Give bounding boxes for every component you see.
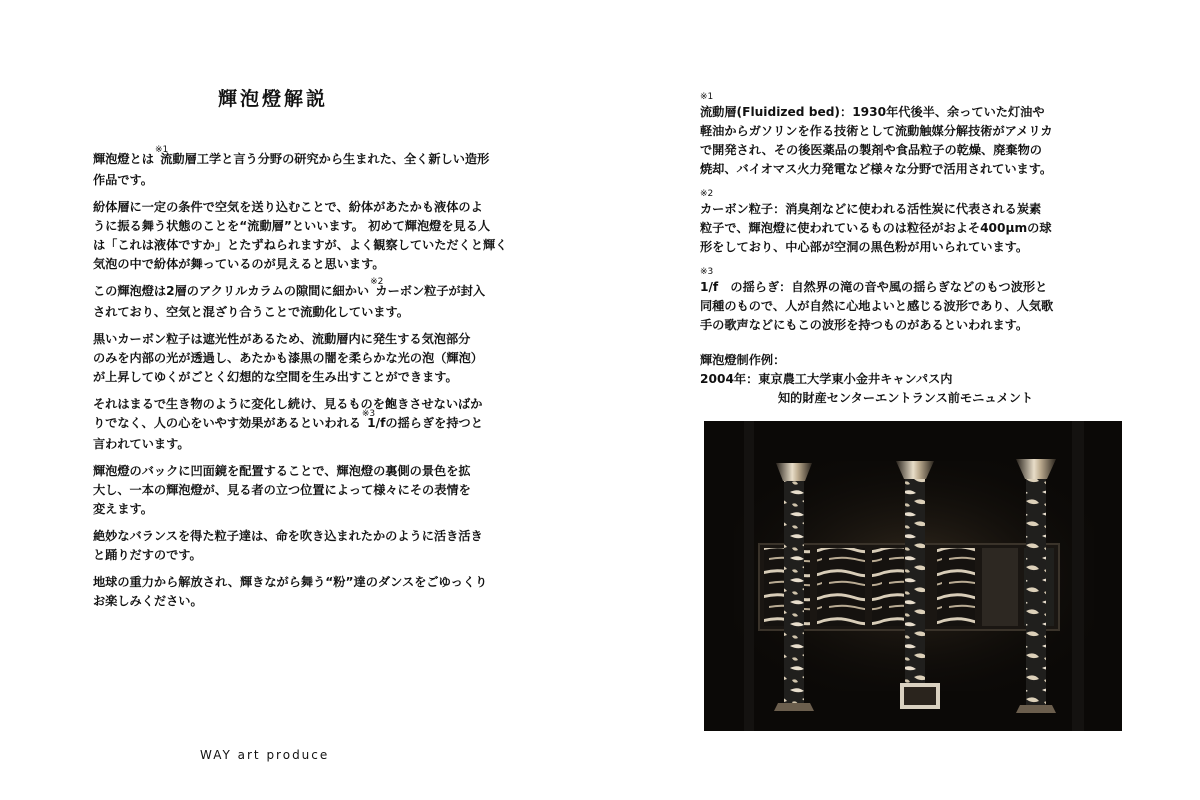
footnote-line: 形をしており、中心部が空洞の黒色粉が用いられています。 [700, 240, 1029, 254]
paragraph-line: と踊りだすのです。 [93, 548, 202, 562]
paragraph-line: のみを内部の光が透過し、あたかも漆黒の闇を柔らかな光の泡（輝泡） [93, 351, 483, 365]
paragraph-line: されており、空気と混ざり合うことで流動化しています。 [93, 305, 409, 319]
paragraph-line: 変えます。 [93, 502, 153, 516]
footnote-line: 流動層(Fluidized bed)：1930年代後半、余っていた灯油や [700, 105, 1045, 119]
paragraph-line: この輝泡燈は2層のアクリルカラムの隙間に細かい$^{※2}$カーボン粒子が封入 [93, 277, 486, 298]
examples-heading: 輝泡燈制作例： [700, 353, 786, 367]
monument-photo-graphic [704, 421, 1122, 731]
paragraph-7 [93, 527, 538, 565]
footer-credit: WAY art produce [200, 748, 330, 762]
footnote-line: 同種のもので、人が自然に心地よいと感じる波形であり、人気歌 [700, 299, 1054, 313]
note-ref-3: ※3 [361, 409, 376, 419]
paragraph-line: 輝泡燈とは$^{※1}$流動層工学と言う分野の研究から生まれた、全く新しい造形 [93, 145, 490, 166]
paragraph-line: 絶妙なバランスを得た粒子達は、命を吹き込まれたかのように活き活き [93, 529, 483, 543]
paragraph-4 [93, 330, 538, 387]
paragraph-line: 輝泡燈のバックに凹面鏡を配置することで、輝泡燈の裏側の景色を拡 [93, 464, 471, 478]
examples-line: 知的財産センターエントランス前モニュメント [778, 391, 1034, 405]
paragraph-line: それはまるで生き物のように変化し続け、見るものを飽きさせないばか [93, 397, 483, 411]
paragraph-1 [93, 145, 538, 190]
footnote-line: 粒子で、輝泡燈に使われているものは粒径がおよそ400μmの球 [700, 221, 1052, 235]
paragraph-line: が上昇してゆくがごとく幻想的な空間を生み出すことができます。 [93, 370, 458, 384]
paragraph-3 [93, 277, 538, 322]
footnote-mark: ※3 [700, 267, 714, 277]
footnote-3 [700, 267, 1150, 335]
note-ref-2: ※2 [370, 277, 384, 287]
footnote-line: 手の歌声などにもこの波形を持つものがあるといわれます。 [700, 318, 1029, 332]
footnote-line: 焼却、バイオマス火力発電など様々な分野で活用されています。 [700, 162, 1053, 176]
paragraph-line: 作品です。 [93, 173, 153, 187]
paragraph-5 [93, 395, 538, 454]
page-title: 輝泡燈解説 [218, 88, 329, 110]
footnote-line: で開発され、その後医薬品の製剤や食品粒子の乾燥、廃棄物の [700, 143, 1042, 157]
paragraph-8 [93, 573, 538, 611]
paragraph-line: 地球の重力から解放され、輝きながら舞う“粉”達のダンスをごゆっくり [93, 575, 488, 589]
paragraph-2 [93, 198, 538, 274]
paragraph-line: うに振る舞う状態のことを“流動層”といいます。 初めて輝泡燈を見る人 [93, 219, 491, 233]
footnote-line: 1/f の揺らぎ：自然界の滝の音や風の揺らぎなどのもつ波形と [700, 280, 1048, 294]
examples-line: 2004年：東京農工大学東小金井キャンパス内 [700, 372, 953, 386]
explanation-body [93, 145, 538, 619]
production-examples [700, 351, 1150, 408]
paragraph-line: 気泡の中で紛体が舞っているのが見えると思います。 [93, 257, 385, 271]
footnote-mark: ※1 [700, 92, 714, 102]
footnote-1 [700, 92, 1150, 179]
footnote-mark: ※2 [700, 189, 714, 199]
paragraph-line: 紛体層に一定の条件で空気を送り込むことで、紛体があたかも液体のよ [93, 200, 483, 214]
paragraph-line: は「これは液体ですか」とたずねられますが、よく観察していただくと輝く [93, 238, 508, 252]
notes-column [700, 92, 1150, 408]
footnote-2 [700, 189, 1150, 257]
paragraph-6 [93, 462, 538, 519]
footnote-line: カーボン粒子：消臭剤などに使われる活性炭に代表される炭素 [700, 202, 1042, 216]
note-ref-1: ※1 [154, 145, 169, 155]
paragraph-line: 大し、一本の輝泡燈が、見る者の立つ位置によって様々にその表情を [93, 483, 471, 497]
paragraph-line: お楽しみください。 [93, 594, 203, 608]
footnote-line: 軽油からガソリンを作る技術として流動触媒分解技術がアメリカ [700, 124, 1053, 138]
monument-photo [704, 421, 1122, 731]
paragraph-line: 黒いカーボン粒子は遮光性があるため、流動層内に発生する気泡部分 [93, 332, 471, 346]
paragraph-line: りでなく、人の心をいやす効果があるといわれる$^{※3}$1/fの揺らぎを持つと [93, 409, 483, 430]
paragraph-line: 言われています。 [93, 437, 190, 451]
